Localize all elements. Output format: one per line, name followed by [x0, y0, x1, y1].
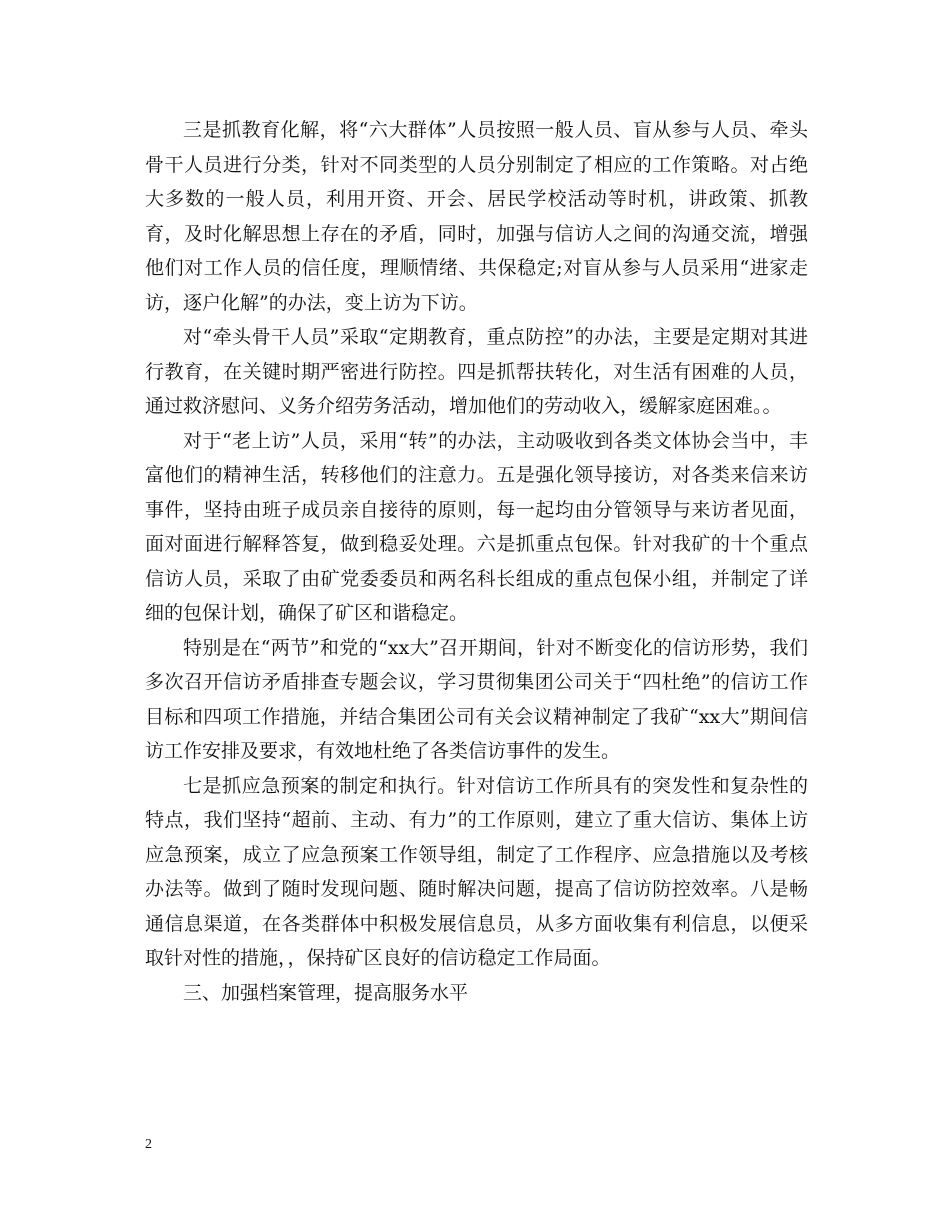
page-number: 2	[145, 1137, 152, 1152]
paragraph-education: 三是抓教育化解，将“六大群体”人员按照一般人员、盲从参与人员、牵头骨干人员进行分类，针对不同类型的人员分别制定了相应的工作策略。对占绝大多数的一般人员，利用开资、开会、居民学校活动等时机，讲政策、抓教育，及时化解思想上存在的矛盾，同时，加强与信访人之间的沟通交流，增强他们对工作人员的信任度，理顺情绪、共保稳定;对盲从参与人员采用“进家走访，逐户化解”的办法，变上访为下访。	[145, 119, 808, 314]
document-body	[145, 113, 808, 1010]
paragraph-emergency-plan: 七是抓应急预案的制定和执行。针对信访工作所具有的突发性和复杂性的特点，我们坚持“超前、主动、有力”的工作原则，建立了重大信访、集体上访应急预案，成立了应急预案工作领导组，制定了工作程序、应急措施以及考核办法等。做到了随时发现问题、随时解决问题，提高了信访防控效率。八是畅通信息渠道，在各类群体中积极发展信息员，从多方面收集有利信息，以便采取针对性的措施，，保持矿区良好的信访稳定工作局面。	[145, 774, 808, 969]
paragraph-old-petitioners: 对于“老上访”人员，采用“转”的办法，主动吸收到各类文体协会当中，丰富他们的精神生活，转移他们的注意力。五是强化领导接访，对各类来信来访事件，坚持由班子成员亲自接待的原则，每一起均由分管领导与来访者见面，面对面进行解释答复，做到稳妥处理。六是抓重点包保。针对我矿的十个重点信访人员，采取了由矿党委委员和两名科长组成的重点包保小组，并制定了详细的包保计划，确保了矿区和谐稳定。	[145, 429, 808, 624]
paragraph-special-period: 特别是在“两节”和党的“xx大”召开期间，针对不断变化的信访形势，我们多次召开信访矛盾排查专题会议，学习贯彻集团公司关于“四杜绝”的信访工作目标和四项工作措施，并结合集团公司有关会议精神制定了我矿“xx大”期间信访工作安排及要求，有效地杜绝了各类信访事件的发生。	[145, 636, 808, 762]
paragraph-key-personnel: 对“牵头骨干人员”采取“定期教育，重点防控”的办法，主要是定期对其进行教育，在关键时期严密进行防控。四是抓帮扶转化，对生活有困难的人员，通过救济慰问、义务介绍劳务活动，增加他们的劳动收入，缓解家庭困难。。	[145, 326, 808, 417]
section-heading-archives: 三、加强档案管理，提高服务水平	[183, 981, 469, 1004]
